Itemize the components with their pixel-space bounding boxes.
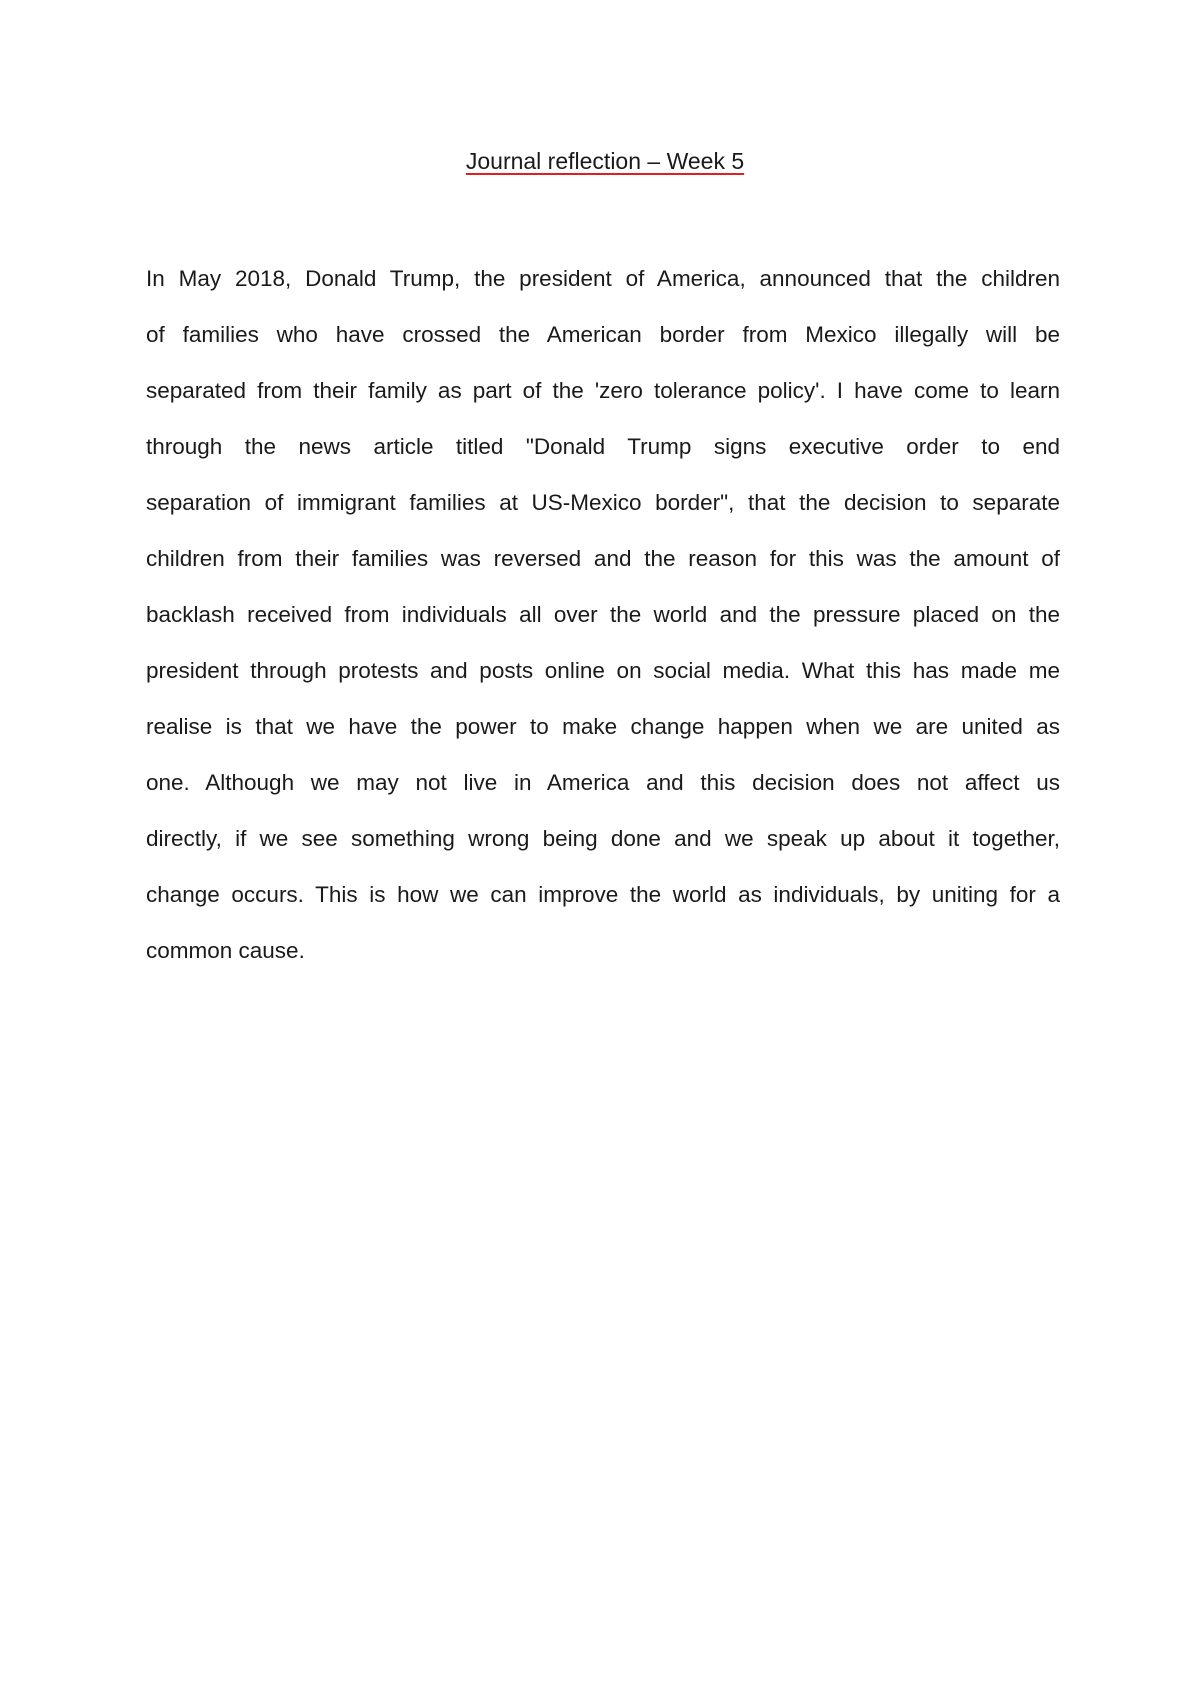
body-line: realise is that we have the power to make change happen when we are united as [146,714,1060,739]
document-title [0,145,1200,177]
body-line: common cause. [146,938,305,963]
document-body [146,264,1060,992]
body-line: In May 2018, Donald Trump, the president of America, announced that the children [146,266,1060,291]
body-line: through the news article titled "Donald Trump signs executive order to end [146,434,1060,459]
body-line: separated from their family as part of the 'zero tolerance policy'. I have come to learn [146,378,1060,403]
body-line: one. Although we may not live in America and this decision does not affect us [146,770,1060,795]
body-line: separation of immigrant families at US-Mexico border", that the decision to separate [146,490,1060,515]
body-line: backlash received from individuals all over the world and the pressure placed on the [146,602,1060,627]
document-title-text: Journal reflection – Week 5 [465,148,745,174]
body-line: change occurs. This is how we can improve the world as individuals, by uniting for a [146,882,1060,907]
body-line: of families who have crossed the American border from Mexico illegally will be [146,322,1060,347]
body-line: president through protests and posts online on social media. What this has made me [146,658,1060,683]
body-line: directly, if we see something wrong being done and we speak up about it together, [146,826,1060,851]
body-line: children from their families was reversed and the reason for this was the amount of [146,546,1060,571]
